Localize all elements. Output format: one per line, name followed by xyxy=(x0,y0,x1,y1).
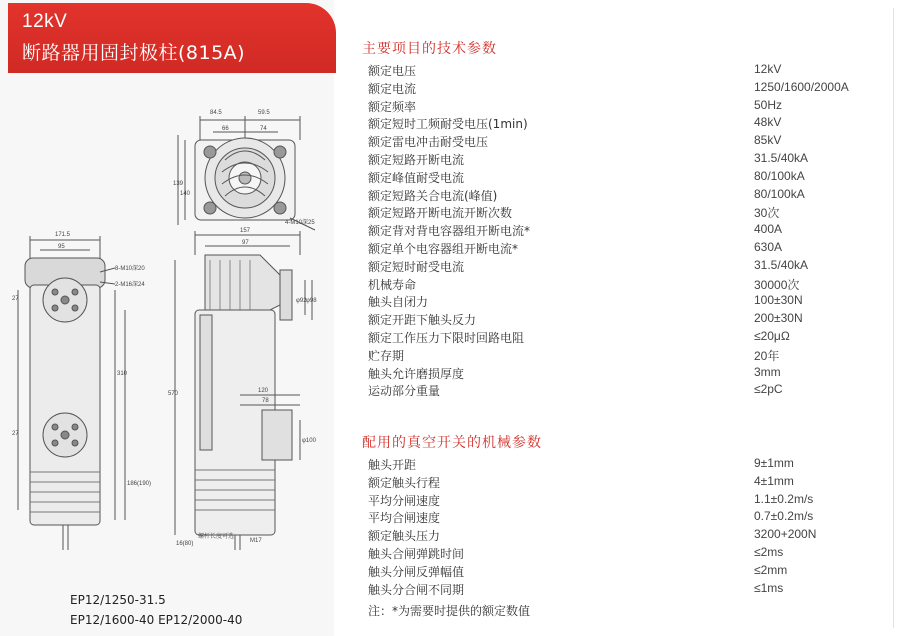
spec-value: 3mm xyxy=(754,364,781,379)
spec-value: 80/100kA xyxy=(754,186,805,201)
spec-value: 0.7±0.2m/s xyxy=(754,509,814,524)
dim-top-h2: 140 xyxy=(180,191,191,197)
technical-drawing xyxy=(0,90,335,550)
spec-label: 触头自闭力 xyxy=(368,295,429,310)
spec-row xyxy=(368,293,868,311)
spec-row xyxy=(368,581,868,599)
spec-row xyxy=(368,545,868,563)
section-mechanical-params-title: 配用的真空开关的机械参数 xyxy=(362,435,542,451)
spec-label: 贮存期 xyxy=(368,348,405,363)
spec-row xyxy=(368,133,868,151)
dim-h27b: 27 xyxy=(12,431,19,437)
spec-row xyxy=(368,222,868,240)
spec-row xyxy=(368,169,868,187)
spec-label: 额定短路开断电流 xyxy=(368,152,465,167)
dim-bolt2: 2-M16深24 xyxy=(115,282,145,288)
spec-label: 额定峰值耐受电流 xyxy=(368,170,465,185)
spec-row xyxy=(368,474,868,492)
dim-top-w3: 66 xyxy=(222,126,229,132)
spec-value: 12kV xyxy=(754,62,782,76)
dim-bolt4: 4-M10深25 xyxy=(285,220,315,226)
model-line-1: EP12/1250-31.5 xyxy=(70,593,166,607)
product-name-title: 断路器用固封极柱(815A) xyxy=(22,42,246,64)
dim-m17: M17 xyxy=(250,538,262,544)
spec-label: 额定背对背电容器组开断电流* xyxy=(368,224,531,239)
spec-value: ≤2mm xyxy=(754,562,788,577)
dim-h186: 186(190) xyxy=(127,481,152,487)
spec-label: 平均分闸速度 xyxy=(368,493,441,508)
spec-value: 48kV xyxy=(754,115,782,130)
spec-label: 额定雷电冲击耐受电压 xyxy=(368,135,489,150)
model-line-2: EP12/1600-40 EP12/2000-40 xyxy=(70,613,243,627)
spec-label: 额定触头行程 xyxy=(368,475,441,490)
spec-label: 触头开距 xyxy=(368,458,417,472)
spec-value: ≤20μΩ xyxy=(754,328,790,343)
spec-value: 400A xyxy=(754,222,783,237)
spec-label: 额定短路开断电流开断次数 xyxy=(368,206,513,221)
spec-label: 额定单个电容器组开断电流* xyxy=(368,241,519,256)
spec-row xyxy=(368,115,868,133)
spec-label: 运动部分重量 xyxy=(368,384,441,399)
spec-label: 额定短路关合电流(峰值) xyxy=(368,188,498,203)
spec-row xyxy=(368,563,868,581)
spec-value: 1.1±0.2m/s xyxy=(754,491,814,506)
spec-value: 100±30N xyxy=(754,293,803,308)
spec-label: 触头允许磨损厚度 xyxy=(368,366,465,381)
spec-value: ≤2pC xyxy=(754,382,783,397)
spec-value: 80/100kA xyxy=(754,168,805,183)
spec-row xyxy=(368,492,868,510)
footnote: 注：*为需要时提供的额定数值 xyxy=(368,604,531,618)
spec-row xyxy=(368,456,868,474)
title-banner xyxy=(8,3,336,73)
spec-row xyxy=(368,382,868,400)
spec-row xyxy=(368,204,868,222)
spec-value: 31.5/40kA xyxy=(754,257,809,272)
top-view xyxy=(178,116,315,230)
spec-value: 20年 xyxy=(754,348,780,363)
spec-row xyxy=(368,187,868,205)
spec-row xyxy=(368,98,868,116)
spec-value: 9±1mm xyxy=(754,456,794,470)
dim-side-w: 171.5 xyxy=(55,232,71,238)
front-view xyxy=(18,236,125,550)
main-params-table xyxy=(368,62,868,400)
spec-value: 50Hz xyxy=(754,97,783,112)
dim-w78: 78 xyxy=(262,398,269,404)
spec-row xyxy=(368,329,868,347)
mechanical-params-table xyxy=(368,456,868,598)
spec-label: 额定短时耐受电流 xyxy=(368,259,465,274)
spec-label: 触头合闸弹跳时间 xyxy=(368,546,465,561)
dim-h310: 310 xyxy=(117,371,128,377)
spec-row xyxy=(368,509,868,527)
dim-h570: 570 xyxy=(168,391,179,397)
spec-value: 31.5/40kA xyxy=(754,150,809,165)
spec-label: 额定短时工频耐受电压(1min) xyxy=(368,117,528,132)
dim-side-w2: 95 xyxy=(58,244,65,250)
spec-row xyxy=(368,240,868,258)
dim-mid-w2: 97 xyxy=(242,240,249,246)
spec-row xyxy=(368,527,868,545)
dim-bolt8: 8-M10深20 xyxy=(115,266,145,272)
spec-label: 额定开距下触头反力 xyxy=(368,313,477,328)
spec-value: 85kV xyxy=(754,133,782,148)
spec-row xyxy=(368,151,868,169)
spec-label: 额定频率 xyxy=(368,99,417,114)
dim-h27a: 27 xyxy=(12,296,19,302)
spec-row xyxy=(368,80,868,98)
product-voltage-title: 12kV xyxy=(22,11,68,32)
spec-value: 3200+200N xyxy=(754,527,817,542)
section-main-params-title: 主要项目的技术参数 xyxy=(362,41,497,57)
dim-top-w1: 84.5 xyxy=(210,110,222,116)
spec-row xyxy=(368,258,868,276)
dim-top-w2: 59.5 xyxy=(258,110,270,116)
dim-d100: φ100 xyxy=(302,438,316,444)
spec-value: 630A xyxy=(754,239,783,254)
spec-value: ≤1ms xyxy=(754,580,784,595)
page-edge-line xyxy=(893,8,894,628)
spec-row xyxy=(368,347,868,365)
spec-value: 30次 xyxy=(754,206,780,221)
dim-h1: 16(80) xyxy=(176,541,194,547)
dim-d92: φ92 xyxy=(296,298,307,304)
spec-label: 触头分合闸不同期 xyxy=(368,582,465,597)
spec-label: 机械寿命 xyxy=(368,277,417,292)
spec-value: 1250/1600/2000A xyxy=(754,79,849,94)
dim-w120: 120 xyxy=(258,388,269,394)
spec-label: 触头分闸反弹幅值 xyxy=(368,564,465,579)
model-list xyxy=(70,590,242,630)
spec-label: 额定电流 xyxy=(368,81,417,96)
spec-row xyxy=(368,365,868,383)
dim-top-h: 139 xyxy=(173,181,184,187)
spec-row xyxy=(368,311,868,329)
spec-value: 4±1mm xyxy=(754,473,794,488)
dim-mid-w: 157 xyxy=(240,228,251,234)
spec-label: 平均合闸速度 xyxy=(368,511,441,526)
dim-d98: φ98 xyxy=(306,298,317,304)
spec-label: 额定工作压力下限时回路电阻 xyxy=(368,330,525,345)
side-view xyxy=(175,231,312,550)
spec-label: 额定触头压力 xyxy=(368,529,441,544)
dim-top-w4: 74 xyxy=(260,126,267,132)
spec-row xyxy=(368,62,868,80)
spec-value: 30000次 xyxy=(754,277,800,292)
spec-value: ≤2ms xyxy=(754,544,784,559)
spec-row xyxy=(368,276,868,294)
dim-note-small: 螺杆长度可选 xyxy=(198,534,235,540)
spec-label: 额定电压 xyxy=(368,64,417,78)
spec-value: 200±30N xyxy=(754,311,803,326)
